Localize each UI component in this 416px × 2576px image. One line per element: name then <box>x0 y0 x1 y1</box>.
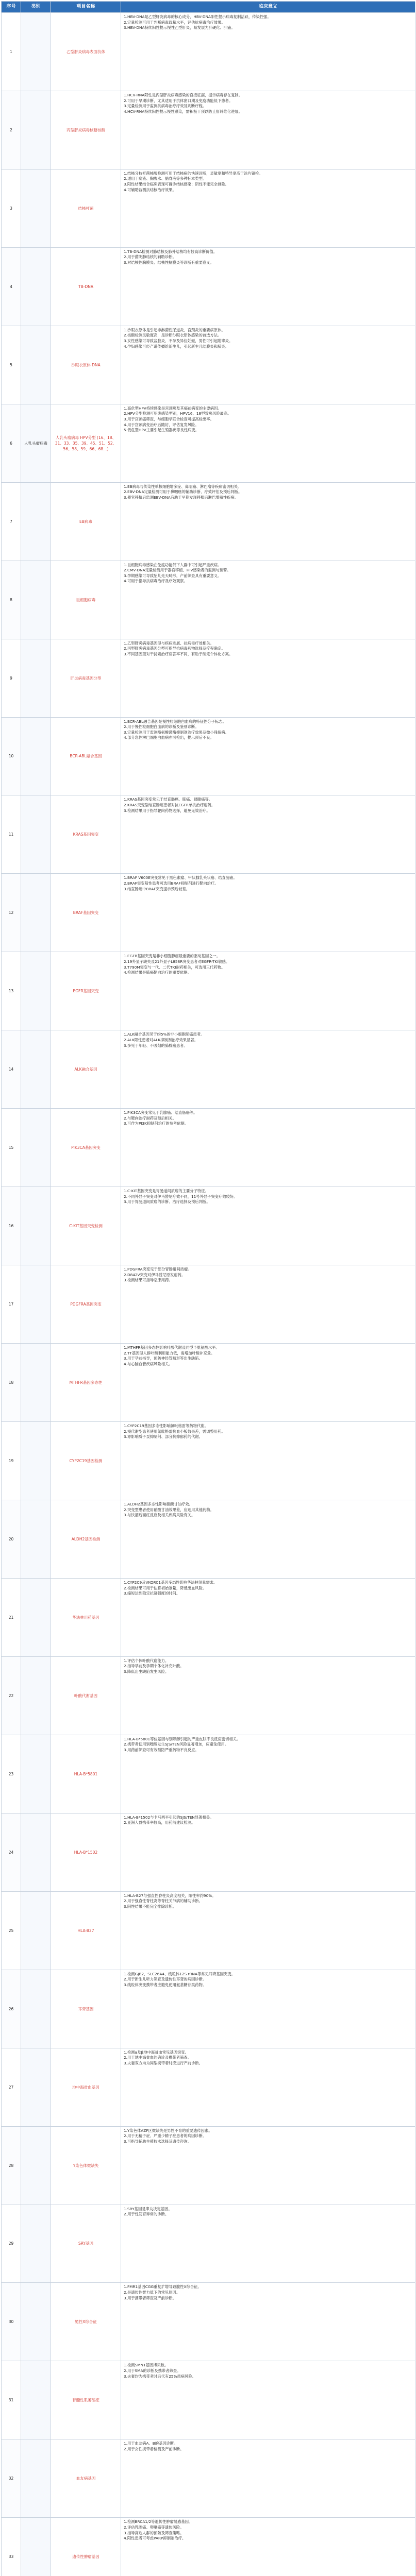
row-number: 18 <box>2 1344 21 1422</box>
row-category <box>21 639 51 718</box>
row-category <box>21 1109 51 1187</box>
row-clinical-meaning: 1.HLA-B*5801等位基因与别嘌醇引起的严重皮肤不良反应密切相关。 2.携带者使用别嘌醇发生SJS/TEN风险显著增加，应避免使用。 3.用药前筛查可有效预防严重药物不良反应。 <box>121 1735 415 1814</box>
row-item-name: KRAS基因突变 <box>51 795 121 874</box>
row-item-name: 沙眼衣原体 DNA <box>51 326 121 404</box>
row-number: 12 <box>2 874 21 952</box>
row-item-name: PDGFRA基因突变 <box>51 1265 121 1344</box>
row-number: 9 <box>2 639 21 718</box>
row-clinical-meaning: 1.PIK3CA突变常见于乳腺癌、结直肠癌等。 2.与靶向治疗耐药及预后相关。 3.可作为PI3K抑制剂治疗的参考依据。 <box>121 1109 415 1187</box>
row-category <box>21 1657 51 1735</box>
row-number: 32 <box>2 2439 21 2518</box>
row-number: 5 <box>2 326 21 404</box>
row-number: 7 <box>2 483 21 561</box>
row-category <box>21 952 51 1030</box>
row-category <box>21 483 51 561</box>
row-number: 2 <box>2 91 21 170</box>
row-category <box>21 1892 51 1970</box>
row-number: 6 <box>2 404 21 483</box>
row-number: 31 <box>2 2361 21 2439</box>
row-clinical-meaning: 1.用于血友病A、B的基因诊断。 2.用于女性携带者检测及产前诊断。 <box>121 2439 415 2518</box>
row-item-name: 脆性X综合征 <box>51 2283 121 2361</box>
row-item-name: 血友病基因 <box>51 2439 121 2518</box>
row-clinical-meaning: 1.乙型肝炎病毒基因型与疾病进展、抗病毒疗效相关。 2.丙型肝炎病毒基因分型可指导抗病毒药物选择及疗程确定。 3.不同基因型对干扰素治疗应答率不同，有助于制定个体化方案。 <box>121 639 415 718</box>
row-number: 19 <box>2 1422 21 1500</box>
row-item-name: BRAF基因突变 <box>51 874 121 952</box>
row-category <box>21 248 51 326</box>
row-clinical-meaning: 1.检测SMN1基因拷贝数。 2.用于SMA的诊断及携带者筛查。 3.夫妻均为携带者时后代有25%患病风险。 <box>121 2361 415 2439</box>
row-item-name: 巨细胞病毒 <box>51 561 121 639</box>
row-category <box>21 1735 51 1814</box>
row-category <box>21 13 51 91</box>
row-category: 人乳头瘤病毒 <box>21 404 51 483</box>
row-clinical-meaning: 1.C-KIT基因突变是胃肠道间质瘤的主要分子特征。 2.不同外显子突变对伊马替尼疗效不同，11号外显子突变疗效较好。 3.用于胃肠道间质瘤的诊断、治疗选择及预后判断。 <box>121 1187 415 1265</box>
row-clinical-meaning: 1.EGFR基因突变是非小细胞肺癌最重要的驱动基因之一。 2.19外显子缺失及21外显子L858R突变患者对EGFR-TKI敏感。 3.T790M突变与一代、二代TKI耐药相关，可选用三代药物。 4.检测结果是肺癌靶向治疗的重要依据。 <box>121 952 415 1030</box>
row-clinical-meaning: 1.HLA-B27与强直性脊柱炎高度相关，阳性率约90%。 2.用于强直性脊柱炎等脊柱关节病的辅助诊断。 3.阴性结果不能完全排除诊断。 <box>121 1892 415 1970</box>
row-item-name: 肝炎病毒基因分型 <box>51 639 121 718</box>
row-clinical-meaning: 1.SRY基因是睾丸决定基因。 2.用于性发育异常的诊断。 <box>121 2205 415 2283</box>
row-clinical-meaning: 1.CYP2C9及VKORC1基因多态性影响华法林剂量需求。 2.检测结果可用于估算初始剂量，降低出血风险。 3.缩短达到稳定抗凝强度的时间。 <box>121 1579 415 1657</box>
row-number: 26 <box>2 1970 21 2048</box>
row-category <box>21 718 51 796</box>
header-item: 项目名称 <box>51 2 121 13</box>
row-number: 17 <box>2 1265 21 1344</box>
row-number: 21 <box>2 1579 21 1657</box>
row-clinical-meaning: 1.检测α及β地中海贫血常见基因突变。 2.用于地中海贫血的确诊及携带者筛查。 3.夫妻双方均为同型携带者时应进行产前诊断。 <box>121 2048 415 2127</box>
row-item-name: Y染色体微缺失 <box>51 2127 121 2205</box>
header-category: 类别 <box>21 2 51 13</box>
row-clinical-meaning: 1.ALDH2基因多态性影响硝酸甘油疗效。 2.突变型患者使用硝酸甘油效果差，应选用其他药物。 3.与饮酒后面红反应及相关疾病风险有关。 <box>121 1500 415 1579</box>
row-number: 24 <box>2 1814 21 1892</box>
row-number: 14 <box>2 1030 21 1109</box>
row-item-name: 人乳头瘤病毒 HPV分型 (16、18、31、33、35、39、45、51、52、56、58、59、66、68…) <box>51 404 121 483</box>
row-item-name: MTHFR基因多态性 <box>51 1344 121 1422</box>
row-category <box>21 1579 51 1657</box>
row-clinical-meaning: 1.HLA-B*1502与卡马西平引起的SJS/TEN显著相关。 2.亚洲人群携带率较高，用药前建议检测。 <box>121 1814 415 1892</box>
row-item-name: C-KIT基因突变检测 <box>51 1187 121 1265</box>
row-category <box>21 1422 51 1500</box>
row-category <box>21 2127 51 2205</box>
row-category <box>21 1187 51 1265</box>
row-number: 10 <box>2 718 21 796</box>
row-item-name: 耳聋基因 <box>51 1970 121 2048</box>
row-number: 11 <box>2 795 21 874</box>
row-category <box>21 326 51 404</box>
row-category <box>21 2048 51 2127</box>
row-number: 30 <box>2 2283 21 2361</box>
row-category <box>21 2361 51 2439</box>
row-item-name: ALK融合基因 <box>51 1030 121 1109</box>
row-item-name: BCR-ABL融合基因 <box>51 718 121 796</box>
row-item-name: 结核杆菌 <box>51 170 121 248</box>
row-category <box>21 1344 51 1422</box>
row-category <box>21 561 51 639</box>
row-clinical-meaning: 1.KRAS基因突变常见于结直肠癌、肺癌、胰腺癌等。 2.KRAS突变型结直肠癌患者对抗EGFR单抗治疗耐药。 3.检测结果用于指导靶向药物选择，避免无效治疗。 <box>121 795 415 874</box>
row-clinical-meaning: 1.PDGFRA突变见于部分胃肠道间质瘤。 2.D842V突变对伊马替尼原发耐药。 3.检测结果可指导临床用药。 <box>121 1265 415 1344</box>
row-clinical-meaning: 1.BRAF V600E突变常见于黑色素瘤、甲状腺乳头状癌、结直肠癌。 2.BRAF突变阳性患者可选用BRAF抑制剂进行靶向治疗。 3.结直肠癌中BRAF突变提示预后较差。 <box>121 874 415 952</box>
row-clinical-meaning: 1.巨细胞病毒感染在免疫功能低下人群中可引起严重疾病。 2.CMV-DNA定量检测用于器官移植、HIV感染者的监测与预警。 3.孕期感染可导致胎儿先天畸形，产前筛查具有重要意义。 4.可用于指导抗病毒治疗及疗效观察。 <box>121 561 415 639</box>
row-category <box>21 1970 51 2048</box>
row-item-name: TB-DNA <box>51 248 121 326</box>
row-category <box>21 795 51 874</box>
row-item-name: HLA-B27 <box>51 1892 121 1970</box>
row-item-name: 华法林用药基因 <box>51 1579 121 1657</box>
row-category <box>21 874 51 952</box>
row-item-name: 叶酸代谢基因 <box>51 1657 121 1735</box>
row-clinical-meaning: 1.结核分枝杆菌核酸检测可用于结核病的快速诊断，灵敏度和特异度高于涂片镜检。 2.适用于痰液、胸腹水、脑脊液等多种标本类型。 3.阳性结果结合临床表现可确诊结核感染；阴性不能完全排除。 4.可辅助监测抗结核治疗效果。 <box>121 170 415 248</box>
row-item-name: HLA-B*1502 <box>51 1814 121 1892</box>
row-category <box>21 2283 51 2361</box>
row-clinical-meaning: 1.沙眼衣原体是引起非淋菌性尿道炎、宫颈炎的重要病原体。 2.核酸检测灵敏度高，是诊断沙眼衣原体感染的首选方法。 3.女性感染可导致盆腔炎、不孕及异位妊娠，男性可引起附睾炎。 4.孕妇感染可经产道传播给新生儿，引起新生儿结膜炎和肺炎。 <box>121 326 415 404</box>
row-category <box>21 1265 51 1344</box>
row-clinical-meaning: 1.TB-DNA检测对肺结核及肺外结核均有较高诊断价值。 2.用于菌阴肺结核的辅助诊断。 3.对结核性胸膜炎、结核性脑膜炎等诊断有重要意义。 <box>121 248 415 326</box>
row-category <box>21 1500 51 1579</box>
header-no: 序号 <box>2 2 21 13</box>
row-category <box>21 1814 51 1892</box>
row-number: 13 <box>2 952 21 1030</box>
row-clinical-meaning: 1.评估个体叶酸代谢能力。 2.指导孕前及孕期个体化补充叶酸。 3.降低出生缺陷发生风险。 <box>121 1657 415 1735</box>
row-number: 15 <box>2 1109 21 1187</box>
row-clinical-meaning: 1.EB病毒与传染性单核细胞增多症、鼻咽癌、淋巴瘤等疾病密切相关。 2.EBV-DNA定量检测可用于鼻咽癌的辅助诊断、疗效评估及预后判断。 3.器官移植后监测EBV-DNA有助于早期发现移植后淋巴增殖性疾病。 <box>121 483 415 561</box>
row-number: 29 <box>2 2205 21 2283</box>
row-item-name: 丙型肝炎病毒核糖核酸 <box>51 91 121 170</box>
row-category <box>21 2205 51 2283</box>
row-number: 28 <box>2 2127 21 2205</box>
row-category <box>21 2439 51 2518</box>
row-clinical-meaning: 1.BCR-ABL融合基因是慢性粒细胞白血病的特征性分子标志。 2.用于慢性粒细胞白血病的诊断及鉴别诊断。 3.定量检测用于监测酪氨酸激酶抑制剂治疗效果及微小残留病。 4.部分急性淋巴细胞白血病亦可检出，提示预后不良。 <box>121 718 415 796</box>
row-item-name: CYP2C19基因检测 <box>51 1422 121 1500</box>
row-item-name: 地中海贫血基因 <box>51 2048 121 2127</box>
row-clinical-meaning: 1.MTHFR基因多态性影响叶酸代谢及同型半胱氨酸水平。 2.TT基因型人群叶酸利用能力低，需增加叶酸补充量。 3.用于孕前指导，预防神经管畸形等出生缺陷。 4.与心脑血管疾病风险相关。 <box>121 1344 415 1422</box>
row-number: 25 <box>2 1892 21 1970</box>
row-clinical-meaning: 1.检测BRCA1/2等遗传性肿瘤易感基因。 2.评估乳腺癌、卵巢癌等遗传风险。 3.指导高危人群的预防及筛查策略。 4.阳性患者可考虑PARP抑制剂治疗。 <box>121 2518 415 2576</box>
test-items-table <box>1 1 415 2576</box>
row-clinical-meaning: 1.高危型HPV持续感染是宫颈癌及其癌前病变的主要病因。 2.HPV分型检测可明确感染型别，HPV16、18型致癌风险最高。 3.用于宫颈癌筛查，与细胞学联合检查可提高检出率。 4.用于宫颈病变治疗后随访，评估复发风险。 5.低危型HPV主要引起生殖器疣等良性病变。 <box>121 404 415 483</box>
row-item-name: SRY基因 <box>51 2205 121 2283</box>
row-item-name: EGFR基因突变 <box>51 952 121 1030</box>
row-clinical-meaning: 1.HCV-RNA阳性是丙型肝炎病毒感染的直接证据，提示病毒存在复制。 2.可用于早期诊断，尤其适用于抗体窗口期及免疫功能低下患者。 3.定量检测用于监测抗病毒治疗疗效及判断疗程。 4.HCV-RNA持续阳性提示慢性感染，需积极干预以防止肝纤维化进展。 <box>121 91 415 170</box>
row-number: 23 <box>2 1735 21 1814</box>
row-number: 27 <box>2 2048 21 2127</box>
row-item-name: EB病毒 <box>51 483 121 561</box>
row-category <box>21 1030 51 1109</box>
row-category <box>21 2518 51 2576</box>
row-number: 20 <box>2 1500 21 1579</box>
row-number: 1 <box>2 13 21 91</box>
row-item-name: HLA-B*5801 <box>51 1735 121 1814</box>
row-item-name: PIK3CA基因突变 <box>51 1109 121 1187</box>
header-meaning: 临床意义 <box>121 2 415 13</box>
row-item-name: ALDH2基因检测 <box>51 1500 121 1579</box>
row-clinical-meaning: 1.Y染色体AZF区微缺失是男性不育的重要遗传因素。 2.用于无精子症、严重少精子症患者的病因诊断。 3.可指导辅助生殖技术选择及遗传咨询。 <box>121 2127 415 2205</box>
row-clinical-meaning: 1.ALK融合基因见于约5%的非小细胞肺癌患者。 2.ALK阳性患者对ALK抑制剂治疗效果显著。 3.多见于年轻、不吸烟的肺腺癌患者。 <box>121 1030 415 1109</box>
row-clinical-meaning: 1.检测GJB2、SLC26A4、线粒体12S rRNA等常见耳聋基因突变。 2.用于新生儿听力筛查及遗传性耳聋的病因诊断。 3.线粒体突变携带者应避免使用氨基糖苷类药物。 <box>121 1970 415 2048</box>
row-item-name: 脊髓性肌萎缩症 <box>51 2361 121 2439</box>
row-clinical-meaning: 1.CYP2C19基因多态性影响氯吡格雷等药物代谢。 2.慢代谢型患者使用氯吡格雷抗血小板效果差，需调整用药。 3.亦影响质子泵抑制剂、部分抗抑郁药的代谢。 <box>121 1422 415 1500</box>
row-item-name: 遗传性肿瘤基因 <box>51 2518 121 2576</box>
row-number: 8 <box>2 561 21 639</box>
row-number: 22 <box>2 1657 21 1735</box>
row-category <box>21 170 51 248</box>
row-item-name: 乙型肝炎病毒表面抗体 <box>51 13 121 91</box>
row-clinical-meaning: 1.HBV-DNA是乙型肝炎病毒的核心成分，HBV-DNA阳性提示病毒复制活跃，传染性强。 2.定量检测可用于判断病毒载量水平，评估抗病毒治疗效果。 3.HBV-DNA持续阳性提示慢性乙型肝炎，易发展为肝硬化、肝癌。 <box>121 13 415 91</box>
row-number: 16 <box>2 1187 21 1265</box>
row-number: 33 <box>2 2518 21 2576</box>
row-number: 3 <box>2 170 21 248</box>
row-number: 4 <box>2 248 21 326</box>
row-category <box>21 91 51 170</box>
row-clinical-meaning: 1.FMR1基因CGG重复扩增导致脆性X综合征。 2.是遗传性智力低下的常见原因。 3.用于携带者筛查及产前诊断。 <box>121 2283 415 2361</box>
